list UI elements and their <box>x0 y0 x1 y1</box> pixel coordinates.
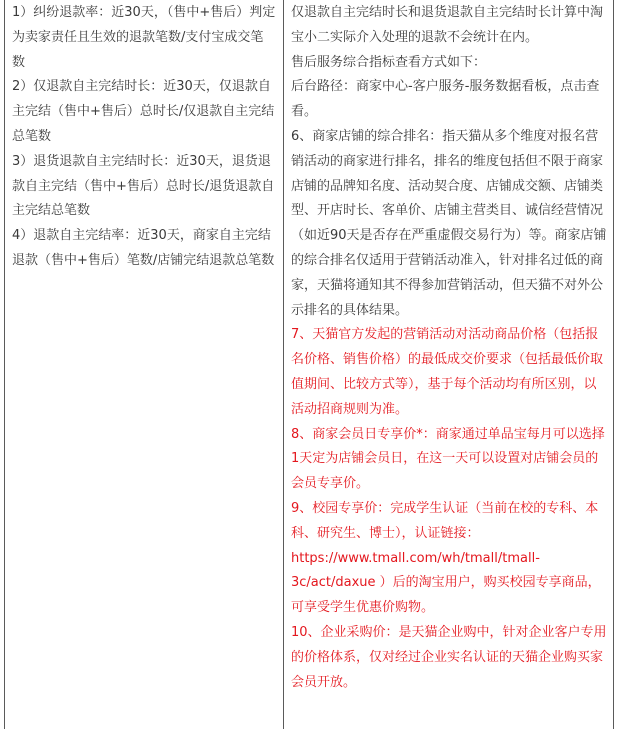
column-divider <box>283 0 284 729</box>
left-para-1: 1）纠纷退款率：近30天，（售中+售后）判定为卖家责任且生效的退款笔数/支付宝成交笔数 <box>12 5 276 70</box>
right-para-item-6: 6、商家店铺的综合排名：指天猫从多个维度对报名营销活动的商家进行排名，排名的维度包括但不限于商家店铺的品牌知名度、活动契合度、店铺成交额、店铺类型、开店时长、客单价、店铺主营类目、诚信经营情况（如近90天是否存在严重虚假交易行为）等。商家店铺的综合排名仅适用于营销活动准入，针对排名过低的商家，天猫将通知其不得参加营销活动，但天猫不对外公示排名的具体结果。 <box>291 128 607 318</box>
right-para-backend-path: 后台路径：商家中心-客户服务-服务数据看板，点击查看。 <box>291 79 600 120</box>
right-para-item-10: 10、企业采购价：是天猫企业购中，针对企业客户专用的价格体系，仅对经过企业实名认证的天猫企业购买家会员开放。 <box>291 624 607 690</box>
left-para-4: 4）退款自主完结率：近30天，商家自主完结退款（售中+售后）笔数/店铺完结退款总笔数 <box>12 228 275 268</box>
right-para-item-8: 8、商家会员日专享价*：商家通过单品宝每月可以选择1天定为店铺会员日，在这一天可以设置对店铺会员的会员专享价。 <box>291 426 605 492</box>
right-para-view-method: 售后服务综合指标查看方式如下： <box>291 54 487 70</box>
left-cell <box>12 1 276 274</box>
right-para-item-9: 9、校园专享价：完成学生认证（当前在校的专科、本科、研究生、博士），认证链接：https://www.tmall.com/wh/tmall/tmall-3c/act/daxue ）后的淘宝用户，购买校园专享商品，可享受学生优惠价购物。 <box>291 500 601 616</box>
left-para-2: 2）仅退款自主完结时长：近30天，仅退款自主完结（售中+售后）总时长/仅退款自主完结总笔数 <box>12 79 275 144</box>
right-para-note: 仅退款自主完结时长和退货退款自主完结时长计算中淘宝小二实际介入处理的退款不会统计在内。 <box>291 5 604 45</box>
right-cell <box>291 1 609 695</box>
right-para-item-7: 7、天猫官方发起的营销活动对活动商品价格（包括报名价格、销售价格）的最低成交价要求（包括最低价取值期间、比较方式等），基于每个活动均有所区别，以活动招商规则为准。 <box>291 327 604 417</box>
left-para-3: 3）退货退款自主完结时长：近30天，退货退款自主完结（售中+售后）总时长/退货退款自主完结总笔数 <box>12 153 275 219</box>
